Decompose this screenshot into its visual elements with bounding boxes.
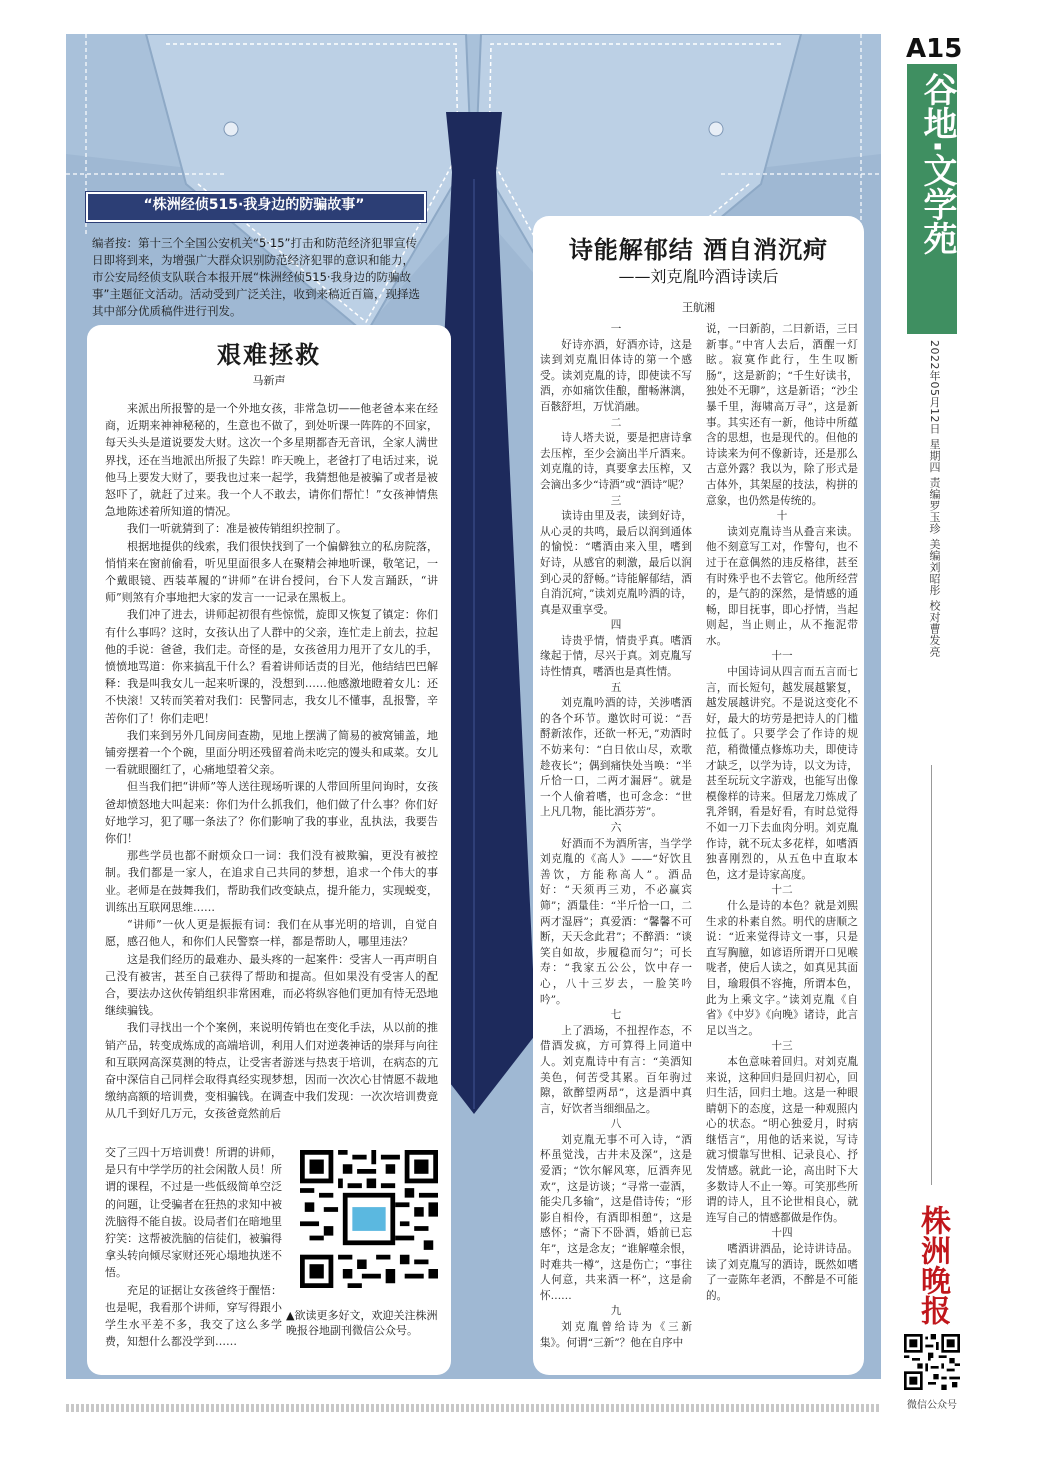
paragraph: 来派出所报警的是一个外地女孩，非常急切——他老爸本来在经商，近期来神神秘秘的，生意也不做了，到处听课一阵阵的不回家，每天头头是道说要发大财。这次一个多星期都杳无音讯，全家人满世界找，还在当地派出所报了失踪！昨天晚上，老爸打了电话过来，说他马上要发大财了，要我也过来一起学，我猜想他是被骗了或者是被怒吓了，就赶了过来。我一个人不敢去，请你们帮忙！”女孩神情焦急地陈述着所知道的情况。: [105, 402, 438, 519]
left-article-author: 马新声: [252, 374, 286, 387]
left-article-tail: [105, 1144, 282, 1350]
paragraph: 我们寻找出一个个案例，来说明传销也在变化手法，从以前的推销产品，转变成炼成的高端培训，利用人们对逆袭神话的崇拜与向往和互联网高深莫测的特点，让受害者游迷与热衷于培训，在病态的亢奋中深信自己同样会取得真经实现梦想，因而一次次心甘情愿不裁地缴纳高额的培训费，变相骗钱。在调查中我们发现：一次次培训费竟从几千到好几万元，女孩爸竟然前后: [105, 1021, 438, 1121]
section-number: 三: [610, 494, 622, 507]
section-number: 六: [610, 822, 622, 834]
issue-meta: 2022年05月12日 星期四 责编罗玉珍 美编刘昭彤 校对曹发亮: [928, 340, 941, 658]
paragraph: 本色意味着回归。对刘克胤来说，这种回归是回归初心，回归生活，回归土地。这是一种眼睛朝下的态度，这是一种观照内心的状态。“明心独爱月，时病继悟言”，用他的话来说，写诗就习惯靠写世相、记录良心、抒发情感。就此一论，高出时下大多数诗人不止一筹。可笑那些所谓的诗人，且不论世相良心，就连写自己的情感都做是作伪。: [706, 1055, 858, 1224]
section-number: 五: [610, 681, 622, 694]
necktie-illustration: [446, 112, 502, 172]
right-article-subtitle: ——刘克胤吟酒诗读后: [618, 267, 779, 286]
paragraph: 说，一曰新韵，二曰新语，三曰新事。”中宵人去后，酒醒一灯眩。寂寞作此行，生生叹断肠”，这是新韵；“千生好读书，独处不无聊”，这是新语；“沙尘暴千里，海啸高万寻”，这是新事。其实还有一新，他诗中所蕴含的思想，也是现代的。但他的诗读来为何不像新诗，还是那么古意外露？我以为，除了形式是古体外，其架屋的技法，构拼的意象，也仍然是传统的。: [706, 323, 858, 507]
right-article-column-1: [540, 322, 692, 1351]
paragraph: “讲师”一伙人更是振振有词：我们在从事光明的培训，自觉自愿，感召他人，和你们人民警察一样，都是帮助人，哪里违法？: [105, 918, 438, 949]
paragraph: 中国诗词从四言而五言而七言，而长短句，越发展越繁复，越发展越讲究。不是说这变化不好，最大的坊劳是把诗人的门槛拉低了。只要学会了作诗的规范，稍微懂点修炼功夫，即使诗才缺乏，以学为诗，以文为诗，甚至玩玩文字游戏，也能写出像模像样的诗来。但屠龙刀炼成了乳斧钢，看是好看，有时总觉得不如一刀下去血肉分明。刘克胤作诗，就不玩太多花样，如嗜酒独喜刚烈的，从五色中直取本色，这才是诗家高度。: [706, 666, 858, 881]
paragraph: 刘克胤吟酒的诗，关涉嗜酒的各个环节。邀饮时可说：“吾酹新浓作，还欲一杯无，”劝酒时不妨来句：“白日依山尽，欢歌趁夜长”；偶到痛快处当唤：“半斤恰一口，二两才漏唇”。就是一个人偷着嗜，也可念念：“世上凡几物，能比酒芬芳”。: [540, 697, 692, 819]
section-title: 谷地·文学苑: [917, 72, 957, 255]
left-article-title: 艰难拯救: [217, 340, 321, 369]
section-number: 十一: [771, 650, 793, 663]
paragraph: 读诗由里及表，读到好诗，从心灵的共鸣，最后以润到通体的愉悦：“嗜酒由来入里，嗜到好诗，从感官的刺激，最后以润到心灵的舒畅。”诗能解郁结，酒自消沉疴，”读刘克胤吟酒的诗，真是双重享受。: [540, 510, 692, 616]
section-number: 十: [776, 510, 788, 523]
paragraph: 根据地提供的线索，我们很快找到了一个偏僻独立的私房院落，悄悄来在窗前偷看，听见里面很多人在聚精会神地听课，敬笔记，一个戴眼镜、西装革履的“讲师”在讲台授问，台下人发言踊跃，“讲师”则煞有介事地把大家的发言一一记录在黑板上。: [105, 539, 438, 605]
section-number: 一: [610, 323, 622, 335]
paragraph: 但当我们把“讲师”等人送往现场听课的人带回所里问询时，女孩爸却愤怒地大叫起来：你们为什么抓我们，他们做了什么事？你们好好地学习，犯了哪一条法了？你们影响了我的事业，乱执法，我要告你们！: [105, 780, 438, 846]
section-number: 二: [610, 416, 622, 429]
paragraph: 诗人塔夫说，要是把唐诗拿去压榨，至少会滴出半斤酒来。刘克胤的诗，真要拿去压榨，又会滴出多少“诗酒”或“酒诗”呢？: [540, 432, 692, 491]
right-article-author: 王航湘: [682, 301, 715, 314]
section-number: 九: [610, 1305, 622, 1318]
paragraph: 我们来到另外几间房间查勘，见地上摆满了简易的被窝铺盖，地铺旁摆着一个个碗，里面分明还残留着尚未吃完的馒头和咸菜。女儿一看就眼圈红了，心痛地望着父亲。: [105, 728, 438, 777]
paragraph: 诗贵乎情，情贵乎真。嗜酒缘起于情，尽兴于真。刘克胤写诗性情真，嗜酒也是真性情。: [540, 634, 692, 679]
section-number: 十四: [771, 1227, 793, 1240]
button-icon: [709, 122, 723, 136]
paragraph: 刘克胤无事不可入诗，“酒杯虽觉浅，古井未及深”，这是爱酒；“饮尔解风寒，厄酒奔见欢”，这是访谈；“寻常一壶酒，能尖几多输”，这是借诗传；“形影自相伶，有酒即相憩”，这是感怀；“斋下不卧酒，婚前已忘年”，这是念友；“谁解噬余恨，时难共一樽”，这是伤亡；“事往人何意，共来酒一杯”，这是俞怀……: [540, 1133, 692, 1302]
paragraph: 我们一听就猜到了：准是被传销组织控制了。: [127, 522, 347, 536]
paragraph: 我们冲了进去，讲师起初很有些惊慌，旋即又恢复了镇定：你们有什么事吗？这时，女孩认出了人群中的父亲，连忙走上前去，拉起他的手说：爸爸，我们走。奇怪的是，女孩爸用力甩开了女儿的手，愤愤地骂道：你来搞乱干什么？看着讲师话责的目光，他结结巴巴解释：我是叫我女儿一起来听课的，没想到……他感激地瞪着女儿：还不快滚！又转而笑着对我们：民警同志，我女儿不懂事，乱报警，辛苦你们了！你们走吧！: [105, 608, 438, 725]
left-article-body: [105, 400, 438, 1123]
paragraph: 好诗亦酒，好酒亦诗，这是读到刘克胤旧体诗的第一个感受。读刘克胤的诗，即使读不写酒，亦如痛饮佳酿，酣畅淋漓，百骸舒坦，万忧消融。: [540, 338, 692, 413]
section-number: 四: [610, 619, 622, 632]
paragraph: 上了酒场，不扭捏作态，不借酒发疯，方可算得上同道中人。刘克胤诗中有言：“美酒知美色，何苦受其累。百年驹过隙，欲醉望两昂”，这是酒中真言，好饮者当细细品之。: [540, 1024, 692, 1115]
section-number: 八: [610, 1118, 622, 1131]
column-banner: “株洲经侦515·我身边的防骗故事”: [143, 197, 365, 213]
section-number: 十三: [771, 1040, 793, 1053]
right-article-column-2: [706, 322, 858, 1304]
newspaper-logo: 株洲晚报: [915, 1205, 950, 1325]
paragraph: 充足的证据让女孩爸终于醒悟：也是呢，我看那个讲师，穿写得跟小学生水平差不多，我交了这么多学费，知想什么都没学到……: [105, 1283, 282, 1349]
right-article-title: 诗能解郁结 酒自消沉疴: [568, 235, 829, 264]
editor-note: 编者按：第十三个全国公安机关“5·15”打击和防范经济犯罪宣传日即将到来，为增强广大群众识别防范经济犯罪的意识和能力，市公安局经侦支队联合本报开展“株洲经侦515·我身边的防骗故事”主题征文活动。活动受到广泛关注，收到来稿近百篇，现择选其中部分优质稿件进行刊发。: [92, 236, 420, 318]
page-number: A15: [906, 34, 963, 64]
paragraph: 刘克胤曾给诗为《三新集》。何谓“三新”？他在自序中: [540, 1321, 692, 1349]
paragraph: 什么是诗的本色？就是刘熙生求的朴素自然。明代的唐顺之说：“近来觉得诗文一事，只是直写胸臆，如谚语所谓开口见喉咙者，使后人读之，如真见其面目，瑜瑕俱不容掩，所谓本色，此为上乘文字。”读刘克胤《自省》《中岁》《向晚》诸诗，此言足以当之。: [706, 899, 858, 1037]
paragraph: 读刘克胤诗当从叠言来读。他不刻意写工对，作警句，也不过于在意偶然的违反格律，甚至有时殊乎也不去管它。他所经营的，是气韵的深然，是情感的通畅，即目抚事，即心抒情，当起则起，当止则止，从不拖泥带水。: [706, 525, 858, 647]
qr-code-icon[interactable]: [904, 1334, 960, 1390]
section-number: 十二: [771, 884, 793, 897]
paragraph: 好酒而不为酒所害，当学学刘克胤的《高人》——“好饮且善饮，方能称高人”。酒品好：“天须再三劝，不必赢宾筛”；酒量佳：“半斤恰一口，二两才湿唇”；真爱酒：“馨馨不可断，天天念此君”；不醉酒：“谈笑自如故，步履稳而匀”；可长寿：“我家五公公，饮中存一心，八十三岁去，一脸笑吟吟”。: [540, 837, 692, 1006]
divider-line: [931, 765, 932, 1185]
paragraph: 交了三四十万培训费！所谓的讲师，是只有中学学历的社会闲散人员！所谓的课程，不过是一些低级简单空泛的问题，让受骗者在狂热的求知中被洗脑得不能自拔。设局者们在暗地里狞笑：这帮被洗脑的信徒们，被骗得拿头转向倾尽家财还死心塌地执迷不悟。: [105, 1146, 282, 1280]
paragraph: 那些学员也都不耐烦众口一词：我们没有被欺骗，更没有被控制。我们都是一家人，在追求自己共同的梦想，追求一个伟大的事业。老师是在鼓舞我们，帮助我们改变缺点，提升能力，实现蜕变，训练出互联网思维……: [105, 849, 438, 914]
qr-code-icon[interactable]: [300, 1150, 438, 1288]
paragraph: 嗜酒讲酒品，论诗讲诗品。读了刘克胤写的酒诗，既然如嗜了一壶陈年老酒，不醉是不可能的。: [706, 1243, 858, 1302]
section-number: 七: [610, 1009, 622, 1022]
qr-caption: ▲欲读更多好文，欢迎关注株洲晚报谷地副刊微信公众号。: [286, 1309, 438, 1337]
qr-small-caption: 微信公众号: [907, 1400, 957, 1411]
button-icon: [224, 122, 238, 136]
bottom-divider: [66, 1404, 881, 1412]
paragraph: 这是我们经历的最难办、最头疼的一起案件：受害人一再声明自己没有被害，甚至自己获得了帮助和提高。但如果没有受害人的配合，要法办这伙传销组织非常困难，而必将纵容他们更加有恃无恐地继续骗钱。: [105, 952, 438, 1018]
